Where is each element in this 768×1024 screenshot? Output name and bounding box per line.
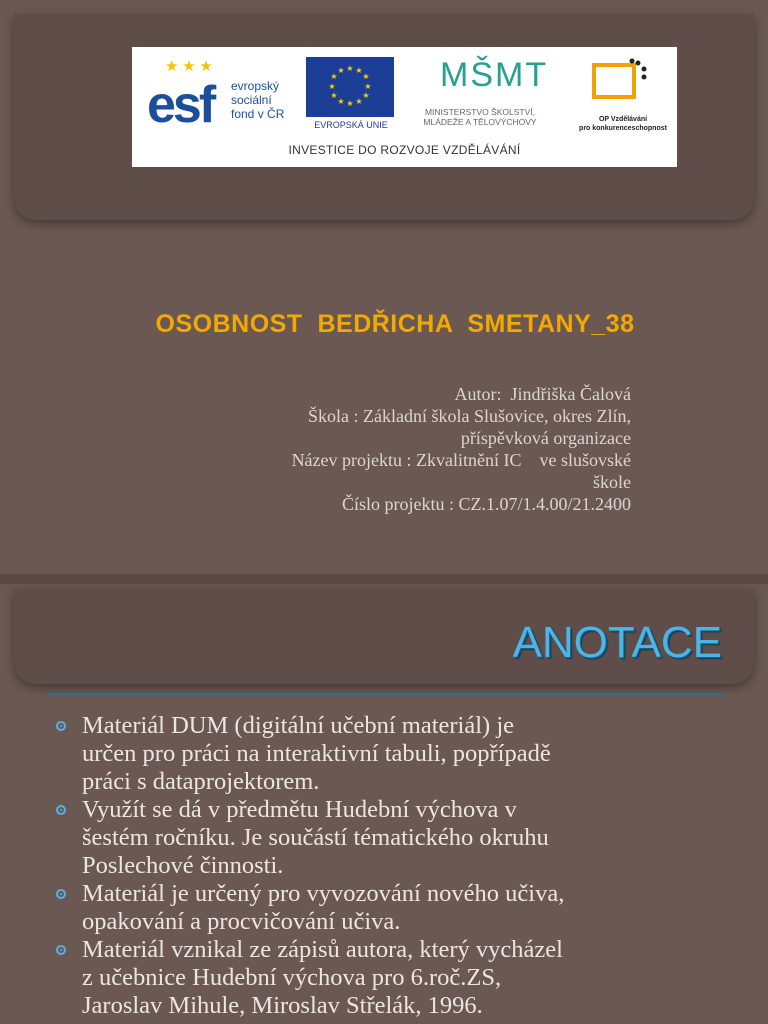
star-icon: ★ ★ ★ (165, 59, 213, 75)
msmt-text: MINISTERSTVO ŠKOLSTVÍ, MLÁDEŽE A TĚLOVÝCHOVY (423, 107, 537, 127)
bullet-icon (56, 805, 66, 815)
annotation-list (56, 712, 756, 1020)
logo-banner (132, 47, 677, 167)
bullet-icon (56, 889, 66, 899)
list-item: Materiál je určený pro vyvozování nového učiva, opakování a procvičování učiva. (56, 880, 756, 936)
list-item: Využít se dá v předmětu Hudební výchova v šestém ročníku. Je součástí tématického okruhu Poslechové činnosti. (56, 796, 756, 880)
eu-logo (306, 57, 396, 135)
eu-flag-icon (306, 57, 394, 117)
subtitle-line: Název projektu : Zkvalitnění IC ve slušovské (291, 450, 631, 470)
svg-text:★: ★ (346, 64, 354, 73)
list-item: Materiál vznikal ze zápisů autora, který vycházel z učebnice Hudební výchova pro 6.roč.ZS, Jaroslav Mihule, Miroslav Střelák, 1996. (56, 936, 756, 1020)
msmt-mark: MŠMT (440, 56, 549, 94)
slide-subtitle (140, 383, 631, 515)
svg-text:★: ★ (362, 91, 370, 100)
esf-text: evropský sociální fond v ČR (231, 79, 285, 121)
svg-text:★: ★ (364, 82, 372, 91)
svg-text:★: ★ (330, 72, 338, 81)
bullet-icon (56, 721, 66, 731)
esf-logo (147, 57, 295, 137)
op-mark-icon (592, 57, 650, 103)
op-text: OP Vzdělávání pro konkurenceschopnost (579, 116, 667, 132)
svg-text:★: ★ (346, 99, 354, 108)
svg-text:★: ★ (355, 66, 363, 75)
svg-text:★: ★ (337, 66, 345, 75)
subtitle-line: příspěvková organizace (460, 428, 631, 448)
list-item: Materiál DUM (digitální učební materiál) je určen pro práci na interaktivní tabuli, popřípadě práci s dataprojektorem. (56, 712, 756, 796)
slide-title: OSOBNOST BEDŘICHA SMETANY_38 (155, 310, 635, 338)
heading-divider (48, 693, 724, 695)
op-logo (578, 57, 668, 137)
subtitle-line: Autor: Jindřiška Čalová (454, 384, 631, 404)
subtitle-line: škole (593, 472, 631, 492)
eu-label: EVROPSKÁ UNIE (314, 120, 388, 130)
slide-heading: ANOTACE (512, 618, 722, 667)
svg-text:★: ★ (362, 72, 370, 81)
subtitle-line: Číslo projektu : CZ.1.07/1.4.00/21.2400 (341, 494, 631, 514)
svg-text:★: ★ (355, 97, 363, 106)
svg-text:★: ★ (328, 82, 336, 91)
msmt-logo (400, 55, 560, 135)
subtitle-line: Škola : Základní škola Slušovice, okres Zlín, (308, 406, 631, 426)
esf-mark: esf (147, 76, 214, 134)
svg-text:★: ★ (337, 97, 345, 106)
logo-caption: INVESTICE DO ROZVOJE VZDĚLÁVÁNÍ (288, 143, 521, 157)
bullet-icon (56, 945, 66, 955)
svg-text:★: ★ (330, 91, 338, 100)
